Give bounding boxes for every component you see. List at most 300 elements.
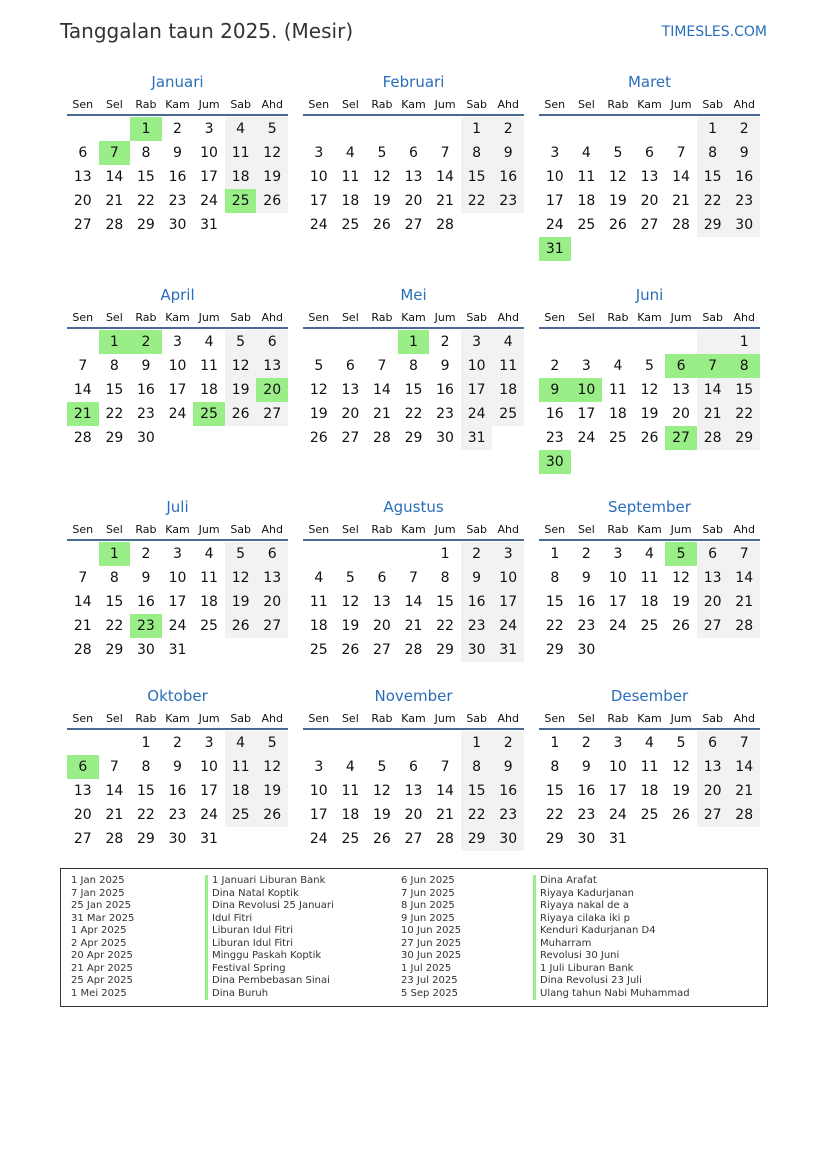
- day[interactable]: 9: [141, 358, 151, 374]
- day[interactable]: 7: [78, 358, 88, 374]
- day[interactable]: 20: [672, 406, 690, 422]
- day[interactable]: 15: [436, 594, 454, 610]
- day[interactable]: 22: [545, 618, 564, 634]
- day[interactable]: 7: [728, 542, 760, 566]
- day[interactable]: 19: [609, 193, 627, 209]
- day[interactable]: 30: [577, 642, 596, 658]
- day[interactable]: 12: [609, 169, 627, 185]
- day[interactable]: 6: [697, 731, 729, 755]
- holiday-day[interactable]: 5: [665, 542, 697, 566]
- day[interactable]: 14: [73, 594, 92, 610]
- day[interactable]: 21: [672, 193, 690, 209]
- day[interactable]: 10: [309, 783, 328, 799]
- holiday-day[interactable]: 7: [697, 354, 729, 378]
- day[interactable]: 23: [577, 618, 596, 634]
- day[interactable]: 27: [73, 217, 92, 233]
- day[interactable]: 8: [461, 755, 493, 779]
- day[interactable]: 30: [168, 831, 187, 847]
- holiday-day[interactable]: 25: [193, 402, 225, 426]
- day[interactable]: 13: [256, 566, 288, 590]
- day[interactable]: 23: [492, 803, 524, 827]
- holiday-day[interactable]: 20: [256, 378, 288, 402]
- day[interactable]: 10: [461, 354, 493, 378]
- day[interactable]: 6: [645, 145, 654, 161]
- day[interactable]: 27: [73, 831, 92, 847]
- day[interactable]: 31: [609, 831, 627, 847]
- day[interactable]: 3: [204, 121, 214, 137]
- day[interactable]: 13: [697, 755, 729, 779]
- day[interactable]: 16: [137, 382, 155, 398]
- day[interactable]: 7: [377, 358, 387, 374]
- day[interactable]: 7: [440, 145, 450, 161]
- day[interactable]: 18: [225, 165, 257, 189]
- day[interactable]: 22: [404, 406, 423, 422]
- day[interactable]: 4: [345, 759, 355, 775]
- day[interactable]: 28: [436, 831, 454, 847]
- day[interactable]: 4: [613, 358, 623, 374]
- day[interactable]: 3: [461, 330, 493, 354]
- day[interactable]: 8: [550, 570, 560, 586]
- day[interactable]: 13: [256, 354, 288, 378]
- day[interactable]: 5: [613, 145, 623, 161]
- day[interactable]: 4: [225, 731, 257, 755]
- day[interactable]: 20: [373, 618, 391, 634]
- day[interactable]: 24: [309, 831, 328, 847]
- day[interactable]: 23: [577, 807, 596, 823]
- day[interactable]: 4: [581, 145, 591, 161]
- day[interactable]: 19: [640, 406, 659, 422]
- day[interactable]: 25: [341, 217, 360, 233]
- day[interactable]: 8: [109, 570, 119, 586]
- day[interactable]: 11: [640, 759, 659, 775]
- holiday-day[interactable]: 31: [539, 237, 571, 261]
- day[interactable]: 27: [404, 831, 423, 847]
- day[interactable]: 26: [341, 642, 360, 658]
- day[interactable]: 25: [309, 642, 328, 658]
- day[interactable]: 28: [73, 642, 92, 658]
- day[interactable]: 18: [341, 193, 360, 209]
- day[interactable]: 11: [609, 382, 627, 398]
- day[interactable]: 23: [168, 807, 187, 823]
- day[interactable]: 27: [341, 430, 360, 446]
- day[interactable]: 13: [73, 169, 92, 185]
- day[interactable]: 6: [256, 330, 288, 354]
- day[interactable]: 3: [314, 759, 324, 775]
- day[interactable]: 12: [341, 594, 360, 610]
- day[interactable]: 28: [404, 642, 423, 658]
- day[interactable]: 3: [550, 145, 560, 161]
- day[interactable]: 9: [173, 145, 182, 161]
- day[interactable]: 17: [309, 193, 328, 209]
- day[interactable]: 8: [461, 141, 493, 165]
- day[interactable]: 20: [697, 779, 729, 803]
- holiday-day[interactable]: 1: [99, 542, 131, 566]
- day[interactable]: 14: [436, 169, 454, 185]
- day[interactable]: 3: [173, 546, 182, 562]
- day[interactable]: 20: [256, 590, 288, 614]
- day[interactable]: 27: [256, 614, 288, 638]
- day[interactable]: 8: [141, 145, 151, 161]
- day[interactable]: 11: [225, 141, 257, 165]
- day[interactable]: 11: [640, 570, 659, 586]
- day[interactable]: 23: [137, 406, 155, 422]
- day[interactable]: 24: [200, 807, 218, 823]
- day[interactable]: 12: [225, 354, 257, 378]
- day[interactable]: 17: [168, 594, 187, 610]
- day[interactable]: 11: [200, 358, 218, 374]
- day[interactable]: 29: [436, 642, 454, 658]
- day[interactable]: 30: [492, 827, 524, 851]
- day[interactable]: 17: [168, 382, 187, 398]
- day[interactable]: 25: [640, 807, 659, 823]
- day[interactable]: 5: [345, 570, 355, 586]
- day[interactable]: 2: [440, 334, 450, 350]
- day[interactable]: 4: [345, 145, 355, 161]
- day[interactable]: 17: [309, 807, 328, 823]
- day[interactable]: 13: [373, 594, 391, 610]
- day[interactable]: 4: [314, 570, 324, 586]
- day[interactable]: 26: [225, 402, 257, 426]
- day[interactable]: 21: [728, 590, 760, 614]
- day[interactable]: 5: [256, 117, 288, 141]
- day[interactable]: 14: [728, 755, 760, 779]
- day[interactable]: 28: [728, 614, 760, 638]
- day[interactable]: 19: [309, 406, 328, 422]
- day[interactable]: 6: [78, 145, 88, 161]
- day[interactable]: 17: [609, 594, 627, 610]
- day[interactable]: 3: [173, 334, 182, 350]
- day[interactable]: 11: [492, 354, 524, 378]
- day[interactable]: 17: [200, 169, 218, 185]
- holiday-day[interactable]: 27: [665, 426, 697, 450]
- day[interactable]: 26: [373, 831, 391, 847]
- day[interactable]: 28: [105, 217, 124, 233]
- day[interactable]: 26: [640, 430, 659, 446]
- day[interactable]: 14: [404, 594, 423, 610]
- day[interactable]: 9: [461, 566, 493, 590]
- day[interactable]: 10: [168, 570, 187, 586]
- day[interactable]: 29: [461, 827, 493, 851]
- day[interactable]: 1: [141, 735, 151, 751]
- day[interactable]: 20: [697, 590, 729, 614]
- day[interactable]: 10: [200, 759, 218, 775]
- day[interactable]: 6: [409, 759, 418, 775]
- day[interactable]: 6: [345, 358, 355, 374]
- day[interactable]: 12: [309, 382, 328, 398]
- day[interactable]: 15: [137, 169, 155, 185]
- site-logo-link[interactable]: TIMESLES.COM: [661, 24, 767, 40]
- day[interactable]: 22: [545, 807, 564, 823]
- day[interactable]: 30: [461, 638, 493, 662]
- day[interactable]: 27: [697, 803, 729, 827]
- day[interactable]: 1: [440, 546, 450, 562]
- day[interactable]: 18: [225, 779, 257, 803]
- day[interactable]: 17: [545, 193, 564, 209]
- day[interactable]: 5: [225, 330, 257, 354]
- day[interactable]: 12: [373, 783, 391, 799]
- day[interactable]: 5: [256, 731, 288, 755]
- day[interactable]: 2: [550, 358, 560, 374]
- day[interactable]: 11: [225, 755, 257, 779]
- day[interactable]: 29: [545, 831, 564, 847]
- day[interactable]: 3: [314, 145, 324, 161]
- day[interactable]: 20: [404, 807, 423, 823]
- day[interactable]: 9: [581, 759, 591, 775]
- day[interactable]: 23: [461, 614, 493, 638]
- day[interactable]: 25: [341, 831, 360, 847]
- day[interactable]: 25: [200, 618, 218, 634]
- day[interactable]: 19: [672, 783, 690, 799]
- day[interactable]: 3: [613, 546, 623, 562]
- day[interactable]: 2: [461, 542, 493, 566]
- day[interactable]: 8: [550, 759, 560, 775]
- day[interactable]: 25: [577, 217, 596, 233]
- day[interactable]: 4: [645, 546, 654, 562]
- day[interactable]: 18: [640, 594, 659, 610]
- day[interactable]: 4: [204, 334, 214, 350]
- day[interactable]: 21: [728, 779, 760, 803]
- day[interactable]: 2: [581, 735, 591, 751]
- day[interactable]: 10: [200, 145, 218, 161]
- day[interactable]: 10: [168, 358, 187, 374]
- day[interactable]: 16: [492, 165, 524, 189]
- day[interactable]: 27: [373, 642, 391, 658]
- day[interactable]: 27: [697, 614, 729, 638]
- day[interactable]: 10: [545, 169, 564, 185]
- day[interactable]: 11: [341, 783, 360, 799]
- day[interactable]: 15: [697, 165, 729, 189]
- day[interactable]: 24: [309, 217, 328, 233]
- day[interactable]: 22: [461, 189, 493, 213]
- holiday-day[interactable]: 23: [130, 614, 162, 638]
- day[interactable]: 2: [141, 546, 151, 562]
- day[interactable]: 1: [728, 330, 760, 354]
- holiday-day[interactable]: 9: [539, 378, 571, 402]
- day[interactable]: 29: [697, 213, 729, 237]
- day[interactable]: 16: [168, 169, 187, 185]
- day[interactable]: 19: [225, 378, 257, 402]
- day[interactable]: 28: [697, 426, 729, 450]
- day[interactable]: 22: [461, 803, 493, 827]
- day[interactable]: 30: [137, 642, 155, 658]
- day[interactable]: 22: [697, 189, 729, 213]
- day[interactable]: 28: [672, 217, 690, 233]
- day[interactable]: 9: [141, 570, 151, 586]
- day[interactable]: 9: [440, 358, 450, 374]
- day[interactable]: 16: [137, 594, 155, 610]
- day[interactable]: 27: [256, 402, 288, 426]
- day[interactable]: 7: [78, 570, 88, 586]
- holiday-day[interactable]: 6: [665, 354, 697, 378]
- day[interactable]: 14: [436, 783, 454, 799]
- day[interactable]: 15: [728, 378, 760, 402]
- day[interactable]: 31: [461, 426, 493, 450]
- day[interactable]: 26: [256, 803, 288, 827]
- day[interactable]: 10: [309, 169, 328, 185]
- holiday-day[interactable]: 10: [571, 378, 603, 402]
- day[interactable]: 17: [577, 406, 596, 422]
- holiday-day[interactable]: 1: [99, 330, 131, 354]
- day[interactable]: 17: [609, 783, 627, 799]
- day[interactable]: 29: [404, 430, 423, 446]
- day[interactable]: 18: [200, 594, 218, 610]
- day[interactable]: 14: [728, 566, 760, 590]
- day[interactable]: 2: [492, 731, 524, 755]
- holiday-day[interactable]: 30: [539, 450, 571, 474]
- day[interactable]: 28: [105, 831, 124, 847]
- day[interactable]: 30: [728, 213, 760, 237]
- day[interactable]: 13: [341, 382, 360, 398]
- day[interactable]: 26: [672, 807, 690, 823]
- day[interactable]: 28: [728, 803, 760, 827]
- day[interactable]: 21: [436, 193, 454, 209]
- day[interactable]: 18: [577, 193, 596, 209]
- day[interactable]: 13: [672, 382, 690, 398]
- day[interactable]: 3: [613, 735, 623, 751]
- day[interactable]: 19: [225, 590, 257, 614]
- day[interactable]: 23: [492, 189, 524, 213]
- day[interactable]: 12: [225, 566, 257, 590]
- day[interactable]: 9: [492, 141, 524, 165]
- holiday-day[interactable]: 6: [67, 755, 99, 779]
- day[interactable]: 8: [697, 141, 729, 165]
- day[interactable]: 13: [404, 783, 423, 799]
- day[interactable]: 29: [105, 430, 124, 446]
- day[interactable]: 12: [256, 755, 288, 779]
- day[interactable]: 20: [404, 193, 423, 209]
- day[interactable]: 2: [173, 121, 182, 137]
- day[interactable]: 12: [640, 382, 659, 398]
- day[interactable]: 7: [440, 759, 450, 775]
- day[interactable]: 31: [200, 217, 218, 233]
- day[interactable]: 16: [168, 783, 187, 799]
- day[interactable]: 6: [256, 542, 288, 566]
- day[interactable]: 15: [461, 165, 493, 189]
- day[interactable]: 2: [581, 546, 591, 562]
- day[interactable]: 20: [341, 406, 360, 422]
- day[interactable]: 4: [204, 546, 214, 562]
- day[interactable]: 9: [728, 141, 760, 165]
- day[interactable]: 9: [173, 759, 182, 775]
- day[interactable]: 1: [550, 735, 560, 751]
- day[interactable]: 12: [672, 570, 690, 586]
- day[interactable]: 20: [73, 193, 92, 209]
- day[interactable]: 30: [436, 430, 454, 446]
- day[interactable]: 23: [728, 189, 760, 213]
- day[interactable]: 29: [137, 831, 155, 847]
- day[interactable]: 14: [105, 169, 124, 185]
- day[interactable]: 14: [672, 169, 690, 185]
- day[interactable]: 21: [436, 807, 454, 823]
- day[interactable]: 26: [609, 217, 627, 233]
- day[interactable]: 1: [697, 117, 729, 141]
- day[interactable]: 24: [545, 217, 564, 233]
- day[interactable]: 29: [137, 217, 155, 233]
- day[interactable]: 21: [404, 618, 423, 634]
- day[interactable]: 7: [728, 731, 760, 755]
- day[interactable]: 24: [577, 430, 596, 446]
- day[interactable]: 21: [73, 618, 92, 634]
- day[interactable]: 2: [173, 735, 182, 751]
- day[interactable]: 26: [672, 618, 690, 634]
- day[interactable]: 18: [200, 382, 218, 398]
- day[interactable]: 12: [672, 759, 690, 775]
- day[interactable]: 10: [609, 759, 627, 775]
- day[interactable]: 16: [461, 590, 493, 614]
- holiday-day[interactable]: 1: [398, 330, 430, 354]
- day[interactable]: 18: [341, 807, 360, 823]
- day[interactable]: 23: [545, 430, 564, 446]
- day[interactable]: 24: [609, 618, 627, 634]
- day[interactable]: 10: [492, 566, 524, 590]
- day[interactable]: 15: [404, 382, 423, 398]
- day[interactable]: 19: [672, 594, 690, 610]
- day[interactable]: 28: [373, 430, 391, 446]
- day[interactable]: 30: [168, 217, 187, 233]
- holiday-day[interactable]: 25: [225, 189, 257, 213]
- day[interactable]: 1: [461, 731, 493, 755]
- day[interactable]: 22: [436, 618, 454, 634]
- day[interactable]: 23: [168, 193, 187, 209]
- day[interactable]: 27: [404, 217, 423, 233]
- day[interactable]: 18: [609, 406, 627, 422]
- day[interactable]: 19: [256, 779, 288, 803]
- day[interactable]: 22: [728, 402, 760, 426]
- day[interactable]: 2: [728, 117, 760, 141]
- day[interactable]: 30: [577, 831, 596, 847]
- day[interactable]: 15: [105, 382, 124, 398]
- day[interactable]: 27: [640, 217, 659, 233]
- day[interactable]: 15: [545, 594, 564, 610]
- day[interactable]: 29: [545, 642, 564, 658]
- day[interactable]: 17: [492, 590, 524, 614]
- day[interactable]: 22: [137, 807, 155, 823]
- day[interactable]: 21: [105, 807, 124, 823]
- day[interactable]: 5: [377, 759, 387, 775]
- day[interactable]: 5: [225, 542, 257, 566]
- day[interactable]: 3: [581, 358, 591, 374]
- day[interactable]: 11: [577, 169, 596, 185]
- day[interactable]: 9: [492, 755, 524, 779]
- day[interactable]: 29: [728, 426, 760, 450]
- day[interactable]: 11: [341, 169, 360, 185]
- day[interactable]: 28: [73, 430, 92, 446]
- day[interactable]: 4: [645, 735, 654, 751]
- day[interactable]: 16: [436, 382, 454, 398]
- holiday-day[interactable]: 8: [728, 354, 760, 378]
- holiday-day[interactable]: 7: [99, 141, 131, 165]
- day[interactable]: 13: [404, 169, 423, 185]
- day[interactable]: 14: [105, 783, 124, 799]
- day[interactable]: 16: [545, 406, 564, 422]
- day[interactable]: 8: [440, 570, 450, 586]
- day[interactable]: 1: [461, 117, 493, 141]
- day[interactable]: 5: [676, 735, 686, 751]
- holiday-day[interactable]: 1: [130, 117, 162, 141]
- day[interactable]: 18: [640, 783, 659, 799]
- day[interactable]: 19: [373, 193, 391, 209]
- day[interactable]: 8: [141, 759, 151, 775]
- day[interactable]: 26: [225, 614, 257, 638]
- day[interactable]: 14: [73, 382, 92, 398]
- holiday-day[interactable]: 2: [130, 330, 162, 354]
- day[interactable]: 12: [256, 141, 288, 165]
- day[interactable]: 20: [640, 193, 659, 209]
- day[interactable]: 17: [461, 378, 493, 402]
- day[interactable]: 11: [200, 570, 218, 586]
- day[interactable]: 3: [492, 542, 524, 566]
- day[interactable]: 18: [492, 378, 524, 402]
